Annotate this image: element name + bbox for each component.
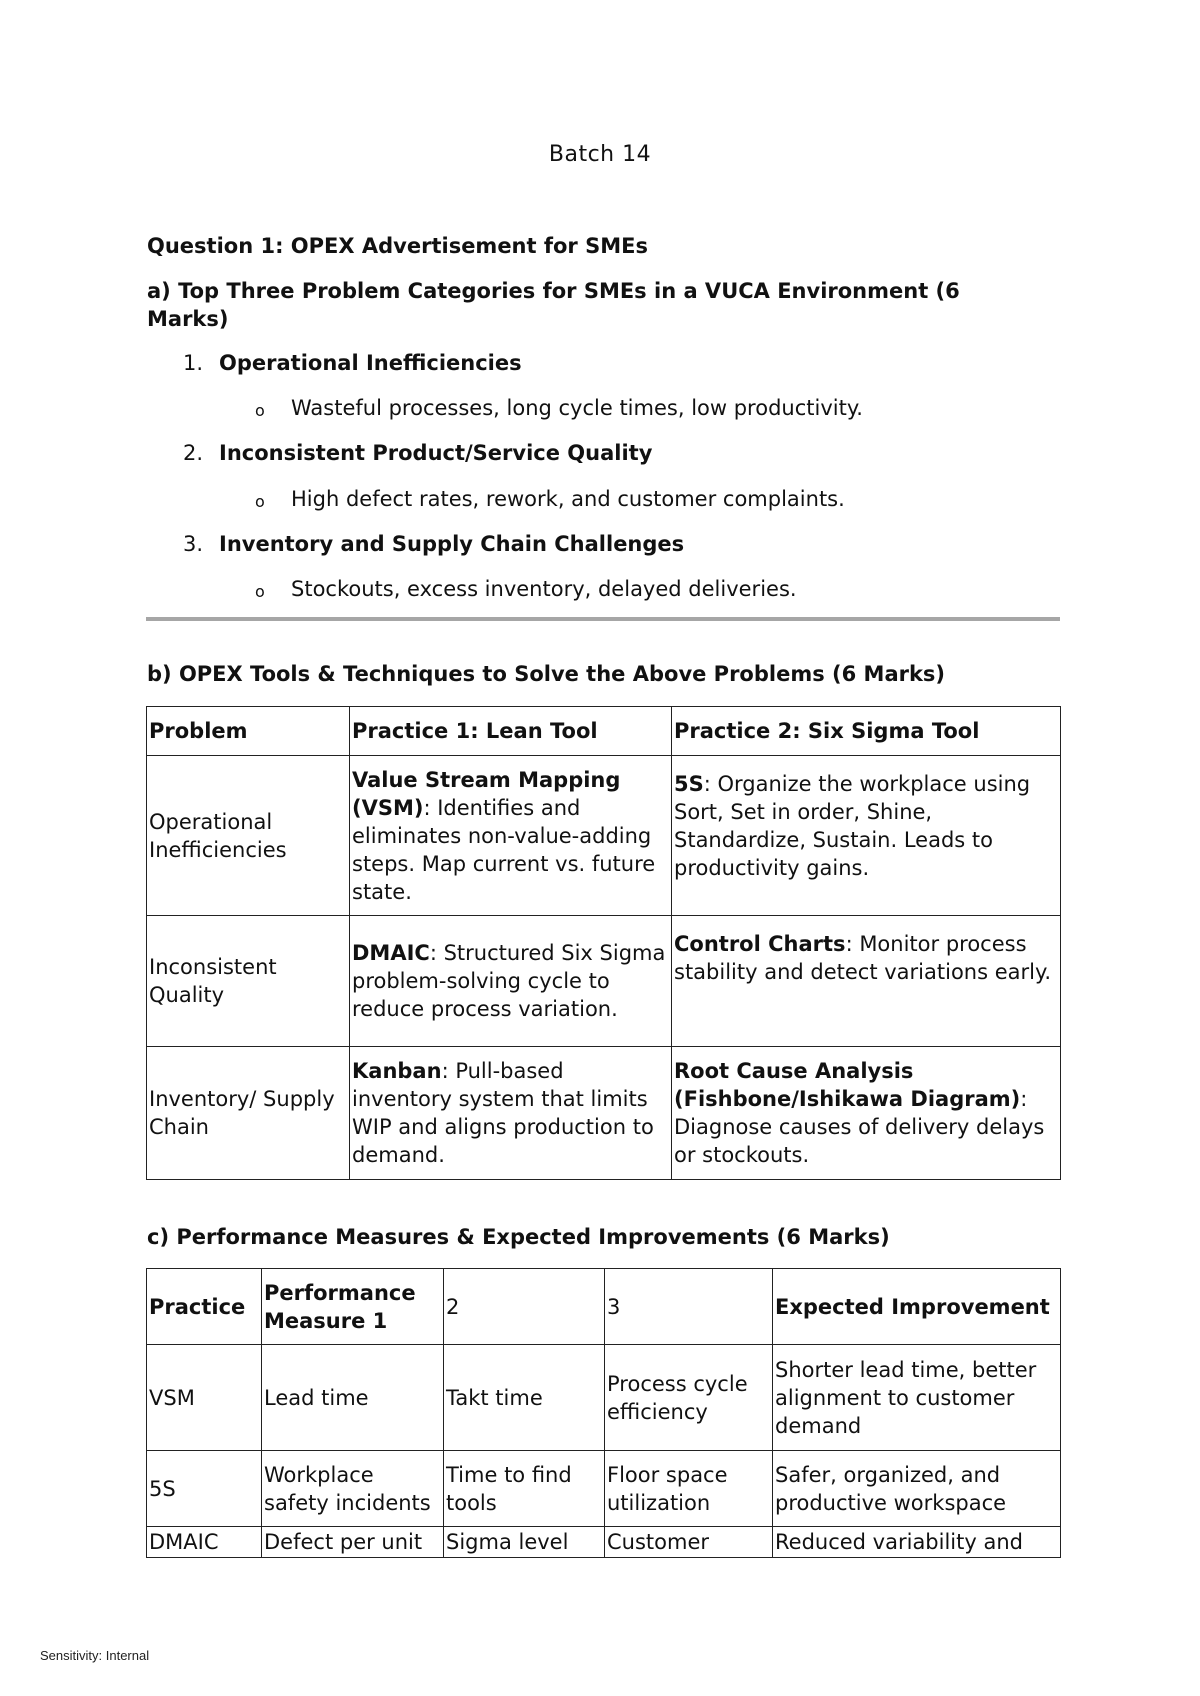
table-row bbox=[147, 1527, 1061, 1558]
table-cell: Safer, organized, and productive workspace bbox=[773, 1451, 1061, 1527]
table-header-cell: Practice 2: Six Sigma Tool bbox=[672, 707, 1061, 756]
practice-cell: DMAIC bbox=[147, 1527, 262, 1558]
lean-tool-desc: : Pull-based inventory system that limits WIP and aligns production to demand. bbox=[352, 1059, 654, 1167]
table-cell: Lead time bbox=[262, 1345, 444, 1451]
six-sigma-tool-desc: : Monitor process stability and detect variations early. bbox=[674, 932, 1052, 984]
problem-cell: Inventory/ Supply Chain bbox=[147, 1047, 350, 1180]
table-row bbox=[147, 1047, 1061, 1180]
lean-tool-desc: : Identifies and eliminates non-value-adding steps. Map current vs. future state. bbox=[352, 795, 656, 904]
table-row bbox=[147, 1345, 1061, 1451]
table-cell: Time to find tools bbox=[444, 1451, 605, 1527]
lean-tool-term: DMAIC bbox=[352, 941, 430, 965]
table-header-row bbox=[147, 707, 1061, 756]
table-header-cell: Problem bbox=[147, 707, 350, 756]
table-cell: Workplace safety incidents bbox=[262, 1451, 444, 1527]
lean-tool-cell bbox=[350, 756, 672, 916]
table-header-cell: Expected Improvement bbox=[773, 1269, 1061, 1345]
table-row bbox=[147, 1451, 1061, 1527]
six-sigma-tool-cell bbox=[672, 1047, 1061, 1180]
list-number-2: 2. bbox=[183, 441, 204, 465]
footer-sensitivity-label: Sensitivity: Internal bbox=[40, 1648, 150, 1663]
table-header-cell: Practice 1: Lean Tool bbox=[350, 707, 672, 756]
list-number-3: 3. bbox=[183, 532, 204, 556]
horizontal-rule bbox=[146, 617, 1060, 621]
table-header-cell: Practice bbox=[147, 1269, 262, 1345]
table-cell: Takt time bbox=[444, 1345, 605, 1451]
practice-cell: VSM bbox=[147, 1345, 262, 1451]
section-c-heading: c) Performance Measures & Expected Improvements (6 Marks) bbox=[147, 1225, 890, 1249]
six-sigma-tool-cell bbox=[672, 916, 1061, 1047]
list-item-detail-3: Stockouts, excess inventory, delayed deliveries. bbox=[291, 577, 797, 601]
table-row bbox=[147, 916, 1061, 1047]
list-item-detail-2: High defect rates, rework, and customer complaints. bbox=[291, 487, 845, 511]
list-item-detail-1: Wasteful processes, long cycle times, low productivity. bbox=[291, 396, 863, 420]
list-number-1: 1. bbox=[183, 351, 204, 375]
bullet-icon: o bbox=[255, 582, 265, 601]
batch-title: Batch 14 bbox=[548, 142, 652, 167]
table-cell: Customer bbox=[605, 1527, 773, 1558]
table-header-cell: Performance Measure 1 bbox=[262, 1269, 444, 1345]
list-item-label-3: Inventory and Supply Chain Challenges bbox=[219, 532, 685, 556]
question-title: Question 1: OPEX Advertisement for SMEs bbox=[147, 234, 648, 258]
section-a-heading: a) Top Three Problem Categories for SMEs in a VUCA Environment (6 Marks) bbox=[147, 279, 960, 331]
table-cell: Floor space utilization bbox=[605, 1451, 773, 1527]
lean-tool-desc: : Structured Six Sigma problem-solving cycle to reduce process variation. bbox=[352, 941, 666, 1021]
measures-table bbox=[146, 1268, 1061, 1558]
practice-cell: 5S bbox=[147, 1451, 262, 1527]
list-item-label-2: Inconsistent Product/Service Quality bbox=[219, 441, 653, 465]
table-header-cell: 3 bbox=[605, 1269, 773, 1345]
problem-cell: Operational Inefficiencies bbox=[147, 756, 350, 916]
lean-tool-cell bbox=[350, 1047, 672, 1180]
table-cell: Sigma level bbox=[444, 1527, 605, 1558]
table-header-row bbox=[147, 1269, 1061, 1345]
six-sigma-tool-cell bbox=[672, 756, 1061, 916]
six-sigma-tool-term: 5S bbox=[674, 772, 704, 796]
lean-tool-term: Kanban bbox=[352, 1059, 442, 1083]
six-sigma-tool-desc: : Diagnose causes of delivery delays or stockouts. bbox=[674, 1087, 1045, 1167]
section-b-heading: b) OPEX Tools & Techniques to Solve the Above Problems (6 Marks) bbox=[147, 662, 946, 686]
six-sigma-tool-term: Root Cause Analysis (Fishbone/Ishikawa Diagram) bbox=[674, 1059, 1021, 1111]
bullet-icon: o bbox=[255, 401, 265, 420]
bullet-icon: o bbox=[255, 492, 265, 511]
table-header-cell: 2 bbox=[444, 1269, 605, 1345]
six-sigma-tool-term: Control Charts bbox=[674, 932, 846, 956]
list-item-label-1: Operational Inefficiencies bbox=[219, 351, 522, 375]
table-row bbox=[147, 756, 1061, 916]
table-cell: Shorter lead time, better alignment to customer demand bbox=[773, 1345, 1061, 1451]
table-cell: Process cycle efficiency bbox=[605, 1345, 773, 1451]
six-sigma-tool-desc: : Organize the workplace using Sort, Set in order, Shine, Standardize, Sustain. Leads to productivity gains. bbox=[674, 772, 1031, 880]
tools-table bbox=[146, 706, 1061, 1180]
table-cell: Defect per unit bbox=[262, 1527, 444, 1558]
lean-tool-cell bbox=[350, 916, 672, 1047]
table-cell: Reduced variability and bbox=[773, 1527, 1061, 1558]
problem-cell: Inconsistent Quality bbox=[147, 916, 350, 1047]
lean-tool-term: Value Stream Mapping (VSM) bbox=[352, 767, 621, 820]
